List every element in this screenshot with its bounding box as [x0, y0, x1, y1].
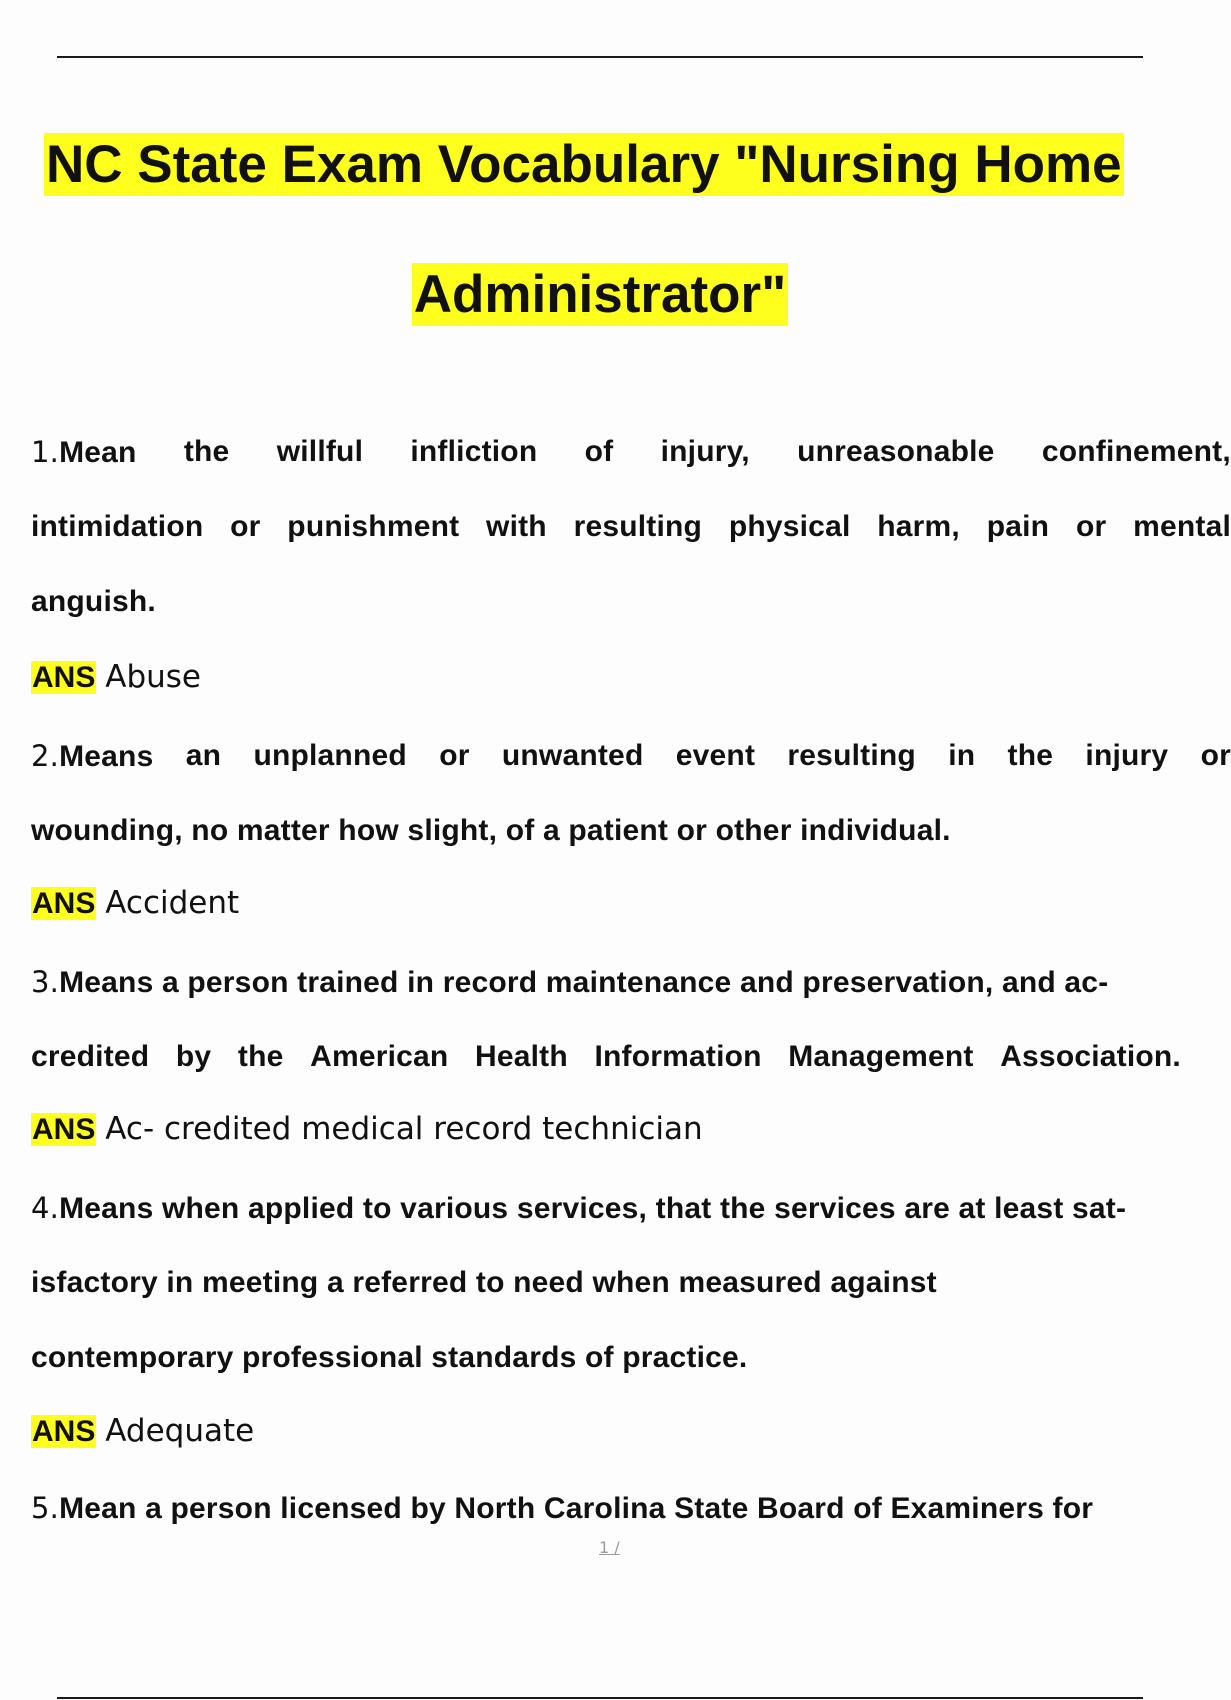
answer-value: Ac- credited medical record technician — [105, 1111, 703, 1147]
question-number: 3. — [31, 965, 60, 999]
question-line: Means when applied to various services, that the services are at least sat- — [59, 1192, 1127, 1225]
answer-1 — [31, 654, 201, 700]
answer-tag: ANS — [32, 887, 96, 920]
question-line: isfactory in meeting a referred to need when measured against — [31, 1266, 937, 1299]
title-line-2: Administrator" — [413, 265, 787, 324]
answer-value: Abuse — [105, 659, 201, 695]
answer-3 — [31, 1106, 703, 1152]
question-number: 2. — [31, 739, 60, 773]
document-title — [0, 100, 1200, 360]
answer-4 — [31, 1408, 254, 1454]
question-number: 5. — [31, 1491, 60, 1525]
question-line: wounding, no matter how slight, of a patient or other individual. — [31, 814, 951, 847]
question-2: 2.Means an unplanned or unwanted event resulting in the injury or wounding, no matter how slight, of a patient or other individual. — [31, 734, 1200, 884]
answer-value: Accident — [105, 885, 240, 921]
question-line: contemporary professional standards of practice. — [31, 1341, 748, 1374]
answer-tag: ANS — [32, 1415, 96, 1448]
question-1: 1.Mean the willful infliction of injury, unreasonable confinement, intimidation or punishment with resulting physical harm, pain or mental anguish. — [31, 430, 1200, 655]
top-rule — [57, 56, 1143, 58]
question-line: anguish. — [31, 585, 156, 618]
question-4 — [31, 1186, 1200, 1411]
question-number: 4. — [31, 1191, 60, 1225]
bottom-rule — [57, 1697, 1143, 1699]
answer-2 — [31, 880, 239, 926]
page-number: 1 / — [599, 1538, 620, 1557]
title-line-1: NC State Exam Vocabulary "Nursing Home — [46, 135, 1122, 194]
question-3: 3.Means a person trained in record maintenance and preservation, and ac- credited by the American Health Information Management Association. — [31, 965, 1181, 1073]
question-number: 1. — [31, 435, 60, 469]
question-line: Mean a person licensed by North Carolina State Board of Examiners for — [59, 1492, 1094, 1525]
answer-tag: ANS — [32, 661, 96, 694]
answer-value: Adequate — [105, 1413, 255, 1449]
answer-tag: ANS — [32, 1113, 96, 1146]
question-line: Means a person trained in record maintenance and preservation, and ac- — [59, 966, 1109, 999]
